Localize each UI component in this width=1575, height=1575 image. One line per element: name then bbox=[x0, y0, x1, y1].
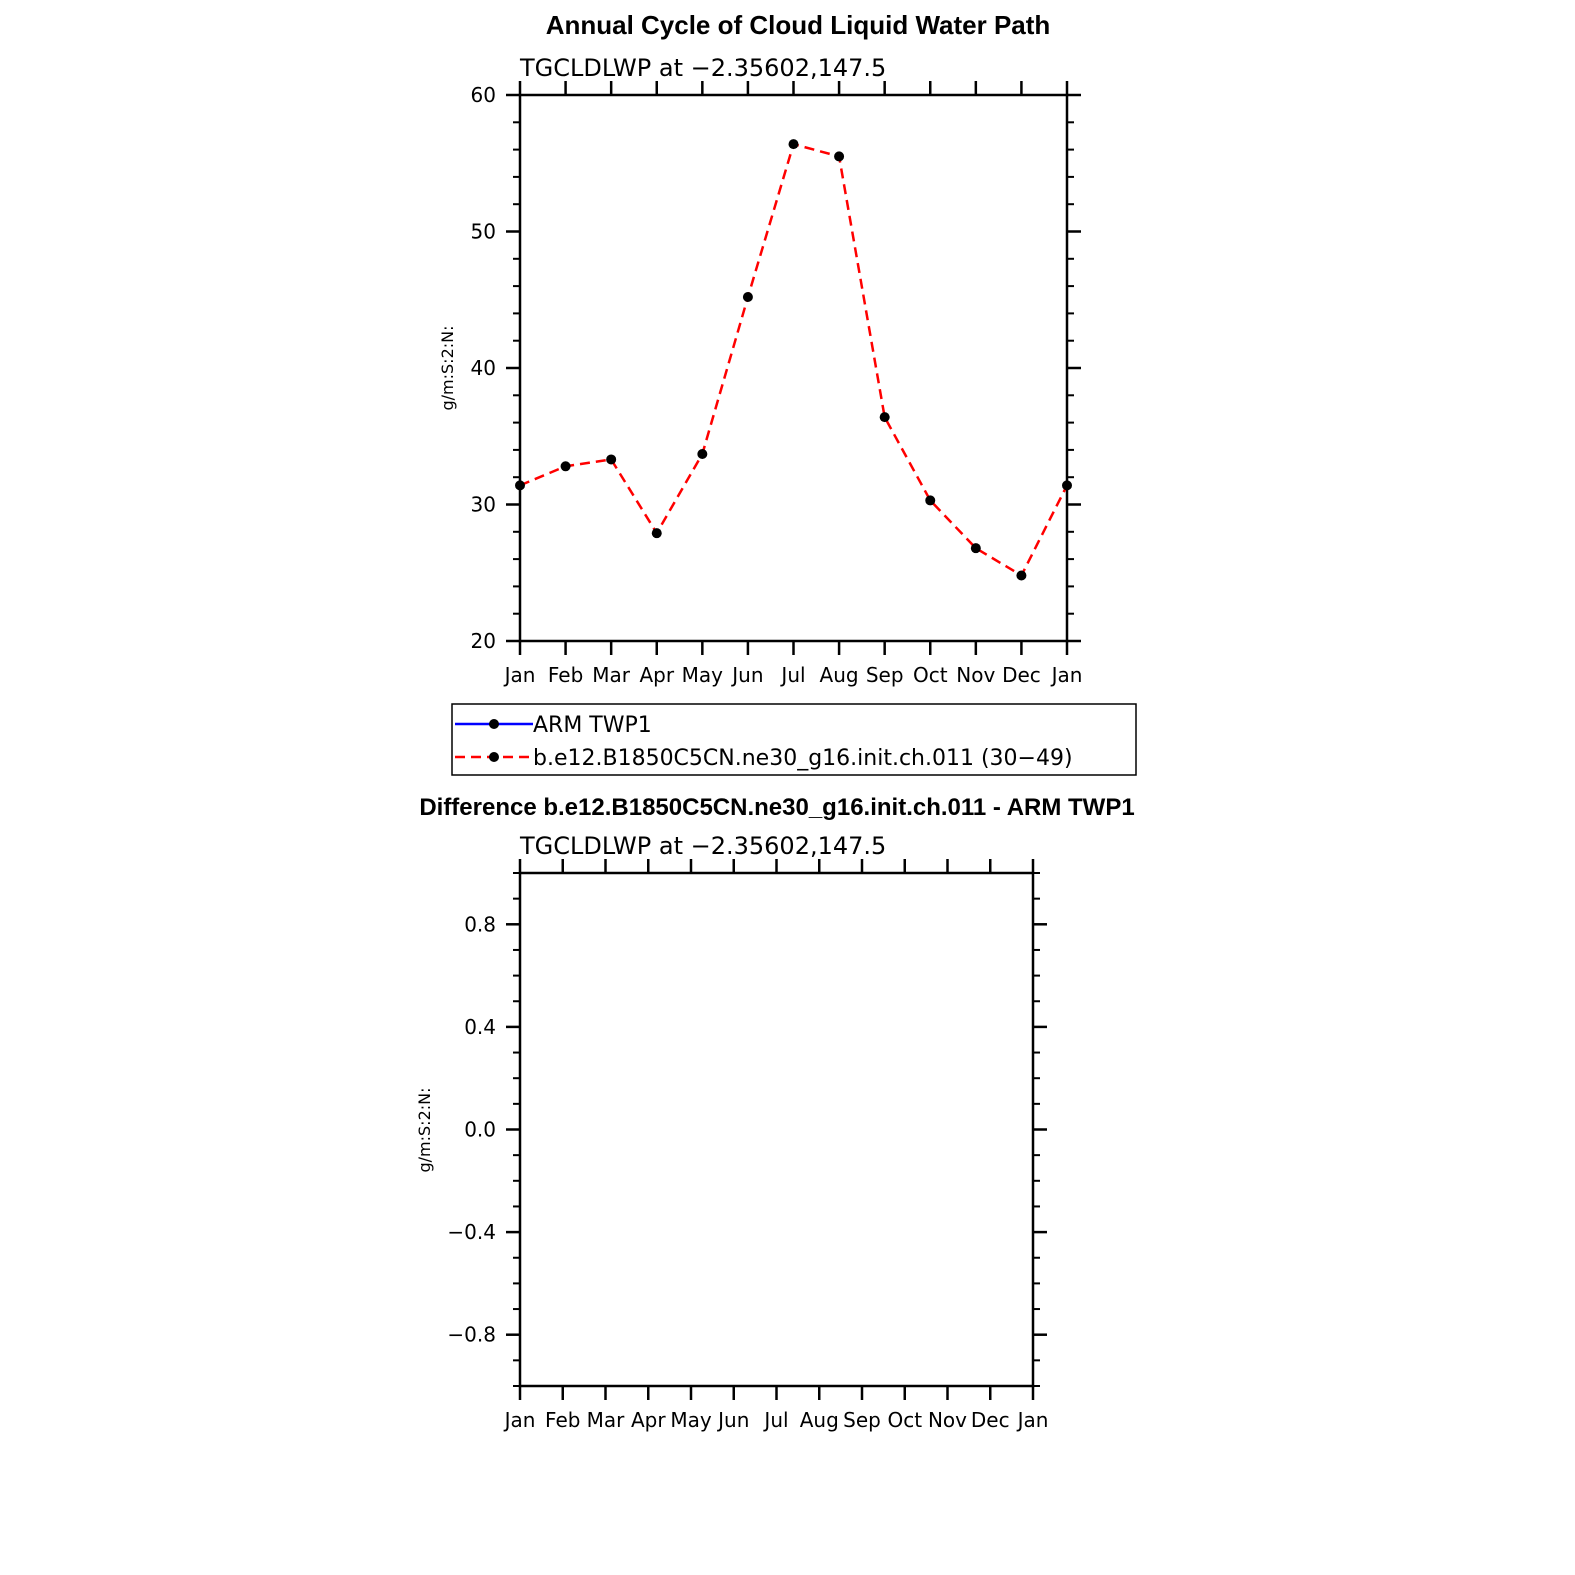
y-tick-label: 40 bbox=[470, 356, 496, 380]
plot-frame bbox=[520, 95, 1067, 641]
x-tick-label: Jun bbox=[732, 663, 764, 687]
bottom-chart-subtitle: TGCLDLWP at −2.35602,147.5 bbox=[520, 832, 887, 860]
top-chart-subtitle: TGCLDLWP at −2.35602,147.5 bbox=[520, 54, 887, 82]
data-point bbox=[561, 461, 571, 471]
y-tick-label: 50 bbox=[470, 219, 496, 244]
x-tick-label: Sep bbox=[843, 1408, 881, 1432]
x-tick-label: Apr bbox=[639, 663, 675, 687]
x-tick-label: Aug bbox=[819, 663, 859, 687]
x-tick-label: Jan bbox=[1017, 1408, 1049, 1432]
x-tick-label: Dec bbox=[1002, 663, 1041, 687]
x-tick-label: Feb bbox=[547, 663, 584, 687]
data-point bbox=[1062, 480, 1072, 490]
legend-swatch-marker bbox=[489, 719, 499, 729]
x-tick-label: May bbox=[670, 1408, 712, 1432]
x-tick-label: Aug bbox=[799, 1408, 839, 1432]
data-point bbox=[971, 543, 981, 553]
bottom-y-axis-label: g/m:S:2:N: bbox=[415, 1087, 434, 1173]
y-tick-label: −0.8 bbox=[447, 1322, 496, 1347]
legend-label: b.e12.B1850C5CN.ne30_g16.init.ch.011 (30−49) bbox=[533, 746, 1073, 771]
x-tick-label: Jun bbox=[718, 1408, 750, 1432]
top-chart-title: Annual Cycle of Cloud Liquid Water Path bbox=[545, 10, 1051, 40]
x-tick-label: Jan bbox=[504, 663, 536, 687]
data-point bbox=[652, 528, 662, 538]
bottom-difference-chart bbox=[447, 859, 1048, 1432]
data-point bbox=[515, 480, 525, 490]
top-line-chart bbox=[471, 81, 1083, 687]
x-tick-label: Jul bbox=[764, 1408, 789, 1432]
x-tick-label: Nov bbox=[956, 663, 996, 687]
series-line bbox=[520, 144, 1067, 575]
legend bbox=[452, 704, 1136, 775]
data-point bbox=[880, 412, 890, 422]
x-tick-label: May bbox=[681, 663, 724, 687]
x-tick-label: Nov bbox=[927, 1408, 968, 1432]
data-point bbox=[925, 495, 935, 505]
data-point bbox=[834, 151, 844, 161]
legend-swatch-marker bbox=[489, 752, 499, 762]
x-tick-label: Apr bbox=[630, 1408, 666, 1432]
x-tick-label: Mar bbox=[592, 663, 631, 687]
data-point bbox=[606, 454, 616, 464]
x-tick-label: Jan bbox=[1051, 663, 1083, 687]
y-tick-label: 60 bbox=[470, 83, 496, 107]
y-tick-label: −0.4 bbox=[447, 1220, 496, 1245]
legend-label: ARM TWP1 bbox=[533, 713, 652, 738]
y-tick-label: 30 bbox=[470, 492, 496, 517]
top-y-axis-label: g/m:S:2:N: bbox=[438, 325, 457, 411]
x-tick-label: Jan bbox=[504, 1408, 536, 1432]
y-tick-label: 0.8 bbox=[464, 912, 496, 937]
x-tick-label: Oct bbox=[912, 663, 948, 687]
x-tick-label: Jul bbox=[781, 663, 806, 687]
plot-frame bbox=[520, 873, 1033, 1386]
x-tick-label: Oct bbox=[887, 1408, 923, 1432]
bottom-chart-title: Difference b.e12.B1850C5CN.ne30_g16.init.ch.011 - ARM TWP1 bbox=[419, 794, 1135, 821]
y-tick-label: 0.0 bbox=[464, 1117, 496, 1142]
data-point bbox=[789, 139, 799, 149]
x-tick-label: Sep bbox=[865, 663, 904, 687]
x-tick-label: Dec bbox=[970, 1408, 1010, 1432]
y-tick-label: 0.4 bbox=[464, 1014, 496, 1039]
data-point bbox=[1016, 570, 1026, 580]
y-tick-label: 20 bbox=[470, 629, 496, 653]
legend-entry-1 bbox=[455, 746, 1073, 771]
data-point bbox=[697, 449, 707, 459]
data-point bbox=[743, 292, 753, 302]
x-tick-label: Feb bbox=[545, 1408, 581, 1432]
x-tick-label: Mar bbox=[586, 1408, 625, 1432]
